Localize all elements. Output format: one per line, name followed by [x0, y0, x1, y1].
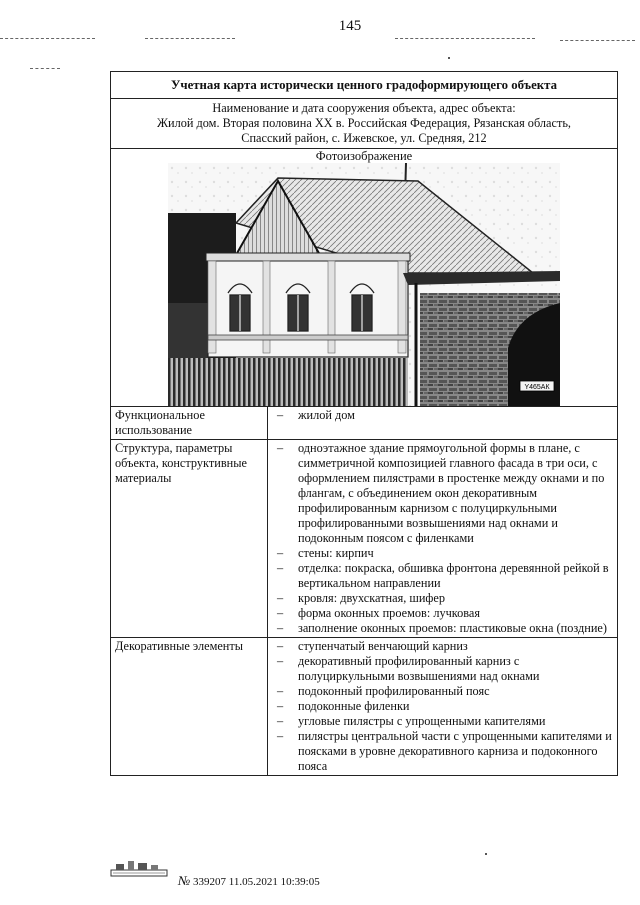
- car-plate-text: Y465АК: [524, 384, 550, 391]
- scan-artifact-dot: [448, 57, 450, 59]
- name-line-2: Спасский район, с. Ижевское, ул. Средняя, 212: [241, 131, 487, 145]
- record-card-table: [110, 71, 618, 776]
- house-photo: [168, 163, 560, 406]
- row-label: Функциональное использование: [111, 407, 268, 440]
- list-item: – жилой дом: [272, 408, 613, 423]
- scan-artifact-line: [30, 68, 60, 69]
- list-item: – подоконный профилированный пояс: [272, 684, 613, 699]
- list-item: – угловые пилястры с упрощенными капителями: [272, 714, 613, 729]
- list-item: – ступенчатый венчающий карниз: [272, 639, 613, 654]
- document-stamp: [178, 873, 320, 889]
- list-item: – кровля: двухскатная, шифер: [272, 591, 613, 606]
- scan-artifact-dot: [485, 853, 487, 855]
- row-values: [268, 407, 618, 440]
- house-photo-image: [168, 163, 560, 406]
- document-number: 339207: [193, 876, 227, 888]
- row-structure: [111, 440, 618, 638]
- list-item: – отделка: покраска, обшивка фронтона деревянной рейкой в вертикальном направлении: [272, 561, 613, 591]
- list-item: – стены: кирпич: [272, 546, 613, 561]
- row-function: [111, 407, 618, 440]
- list-item: – декоративный профилированный карниз с полуциркульными возвышениями над окнами: [272, 654, 613, 684]
- scan-artifact-line: [395, 38, 535, 39]
- photo-caption: Фотоизображение: [315, 149, 413, 163]
- card-title: Учетная карта исторически ценного градоформирующего объекта: [111, 72, 618, 99]
- photo-section: [111, 149, 618, 407]
- object-name-section: [111, 99, 618, 149]
- row-label: Структура, параметры объекта, конструктивные материалы: [111, 440, 268, 638]
- row-decor: [111, 638, 618, 776]
- row-label: Декоративные элементы: [111, 638, 268, 776]
- registry-logo-icon: [110, 858, 168, 878]
- row-values: [268, 440, 618, 638]
- number-symbol: №: [178, 873, 191, 888]
- list-item: – подоконные филенки: [272, 699, 613, 714]
- name-line-1: Жилой дом. Вторая половина XX в. Российская Федерация, Рязанская область,: [156, 116, 572, 130]
- list-item: – форма оконных проемов: лучковая: [272, 606, 613, 621]
- list-item: – одноэтажное здание прямоугольной формы в плане, с симметричной композицией главного фасада в три оси, с оформлением пилястрами в простенке между окнами и по флангам, с объединением окон декоративным профилированным карнизом с полуциркульными профилированными возвышениями над окнами и подоконным поясом с филенками: [272, 441, 613, 546]
- list-item: – заполнение оконных проемов: пластиковые окна (поздние): [272, 621, 613, 636]
- scan-artifact-line: [560, 40, 635, 41]
- scan-artifact-line: [0, 38, 95, 39]
- name-heading: Наименование и дата сооружения объекта, адрес объекта:: [212, 101, 516, 115]
- page-number: 145: [338, 18, 362, 34]
- scan-artifact-line: [145, 38, 235, 39]
- list-item: – пилястры центральной части с упрощенными капителями и поясками в уровне декоративного карниза и подоконного пояса: [272, 729, 613, 774]
- document-date: 11.05.2021 10:39:05: [228, 876, 320, 888]
- row-values: [268, 638, 618, 776]
